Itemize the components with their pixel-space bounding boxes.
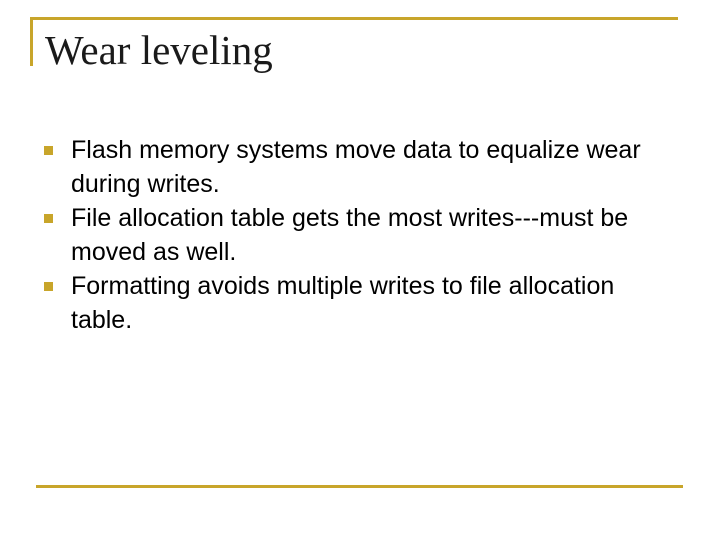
bullet-item — [40, 269, 660, 337]
title-frame-left-rule — [30, 17, 33, 66]
bullet-item — [40, 133, 660, 201]
square-bullet-icon — [44, 214, 53, 223]
square-bullet-icon — [44, 282, 53, 291]
square-bullet-icon — [44, 146, 53, 155]
slide-title: Wear leveling — [45, 27, 273, 73]
bullet-text: Flash memory systems move data to equalize wear during writes. — [71, 136, 641, 198]
bullet-item — [40, 201, 660, 269]
bullet-list — [40, 133, 660, 337]
title-frame-top-rule — [30, 17, 678, 20]
bullet-text: File allocation table gets the most writes---must be moved as well. — [71, 204, 629, 266]
bullet-text: Formatting avoids multiple writes to file allocation table. — [71, 272, 615, 334]
bottom-rule — [36, 485, 683, 488]
